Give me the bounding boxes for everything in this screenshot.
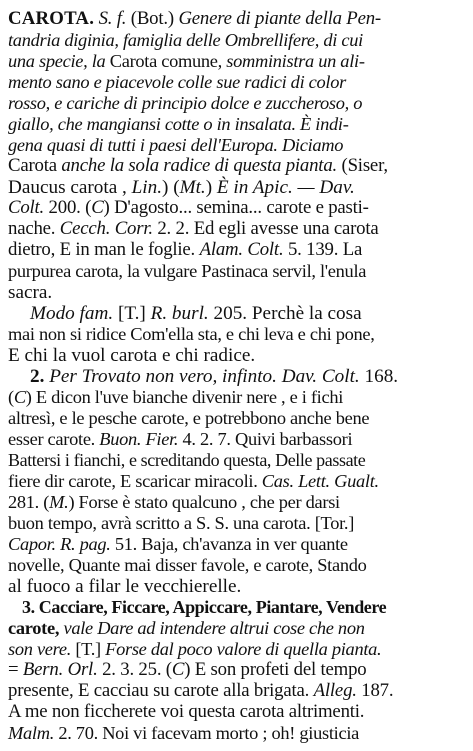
text-run: , somministra un ali-: [217, 51, 365, 71]
text-line: [8, 52, 365, 70]
text-run: [T.]: [71, 639, 106, 659]
text-line: [8, 472, 379, 490]
text-run: Mt.: [179, 177, 206, 198]
text-line: [8, 703, 364, 722]
text-run: Alam. Colt.: [199, 239, 284, 260]
text-run: Colt.: [8, 197, 45, 218]
text-line: [8, 220, 379, 239]
text-line: [8, 31, 363, 49]
text-run: son vere.: [8, 639, 72, 659]
text-run: una specie, la: [8, 51, 110, 71]
text-run: anche la sola radice di questa pianta.: [61, 155, 338, 176]
text-line: [8, 73, 346, 91]
text-line: [8, 640, 381, 658]
text-line: [30, 304, 362, 323]
text-run: ): [205, 177, 217, 198]
text-run: 200. (: [44, 197, 92, 218]
text-run: 187.: [356, 680, 394, 701]
text-run: Forse dal poco valore di quella pianta.: [105, 639, 382, 659]
text-run: C: [171, 659, 185, 680]
text-run: Lin.: [131, 177, 163, 198]
text-run: Genere di piante della Pen-: [178, 8, 381, 29]
text-line: [8, 451, 365, 469]
text-run: 51. Baja, ch'avanza in ver quante: [110, 534, 348, 554]
text-run: 5. 139. La: [283, 239, 363, 260]
text-run: Alleg.: [313, 680, 357, 701]
text-run: E chi la vuol carota e chi radice.: [8, 345, 256, 366]
text-run: È in Apic. — Dav.: [216, 177, 355, 198]
text-run: Daucus carota ,: [8, 177, 132, 198]
text-run: novelle, Quante mai disser favole, e carote, Stando: [8, 555, 367, 575]
text-run: ) D'agosto... semina... carote e pasti-: [103, 197, 369, 218]
text-run: (: [8, 387, 14, 407]
text-run: Malm.: [8, 723, 55, 743]
text-run: ) E dicon l'uve bianche divenir nere , e i fichi: [25, 387, 344, 407]
text-line: [8, 409, 369, 427]
text-run: sacra.: [8, 282, 53, 303]
text-run: Buon. Fier.: [99, 429, 179, 449]
text-line: [8, 682, 393, 701]
text-run: [T.]: [113, 303, 151, 324]
text-run: esser carote.: [8, 429, 100, 449]
text-line: [8, 10, 381, 29]
text-line: [8, 724, 359, 742]
text-run: ) E son profeti del tempo: [184, 659, 367, 680]
text-run: S. f.: [98, 8, 127, 29]
text-line: [30, 367, 398, 386]
text-line: [8, 136, 343, 154]
text-run: 2. 2. Ed egli avesse una carota: [152, 218, 379, 239]
text-line: [8, 556, 367, 574]
text-line: [8, 577, 241, 596]
text-run: al fuoco a filar le vecchierelle.: [8, 576, 242, 597]
text-run: gena quasi di tutti i paesi dell'Europa. Diciamo: [8, 135, 344, 155]
text-run: 281. (: [8, 492, 50, 512]
text-run: altresì, e le pesche carote, e potrebbono anche bene: [8, 408, 370, 428]
text-run: 3. Cacciare, Ficcare, Appiccare, Piantare, Vendere: [22, 597, 387, 617]
text-run: M.: [49, 492, 69, 512]
text-run: C: [91, 197, 104, 218]
text-run: 2. 3. 25. (: [97, 659, 172, 680]
text-run: Cas. Lett. Gualt.: [261, 471, 379, 491]
text-run: C: [13, 387, 26, 407]
text-run: Capor. R. pag.: [8, 534, 111, 554]
text-run: ) (: [162, 177, 180, 198]
text-run: presente, E cacciau su carote alla brigata.: [8, 680, 314, 701]
text-run: 2.: [30, 366, 50, 387]
text-run: buon tempo, avrà scritto a S. S. una carota. [Tor.]: [8, 513, 355, 533]
text-line: [8, 199, 369, 218]
text-line: [8, 115, 349, 133]
text-run: carote,: [8, 618, 60, 638]
text-line: [8, 262, 366, 280]
text-line: [8, 241, 362, 260]
text-run: (Siser,: [337, 155, 388, 176]
text-run: Per Trovato non vero, infinto. Dav. Colt.: [49, 366, 360, 387]
text-line: [8, 514, 354, 532]
text-run: vale Dare ad intendere altrui cose che non: [59, 618, 365, 638]
text-run: Modo fam.: [30, 303, 114, 324]
text-run: fiere dir carote, E scaricar miracoli.: [8, 471, 262, 491]
text-run: rosso, e cariche di principio dolce e zuccheroso, o: [8, 93, 363, 113]
text-run: 4. 2. 7. Quivi barbassori: [178, 429, 353, 449]
text-run: dietro, E in man le foglie.: [8, 239, 200, 260]
text-run: tandria diginia, famiglia delle Ombrellifere, di cui: [8, 30, 363, 50]
text-run: (Bot.): [126, 8, 179, 29]
text-line: [8, 661, 366, 680]
text-line: [8, 388, 343, 406]
text-line: [8, 325, 375, 343]
text-run: CAROTA.: [8, 8, 95, 29]
text-run: Carota comune: [109, 51, 218, 71]
text-run: Battersi i fianchi, e screditando questa, Delle passate: [8, 450, 366, 470]
text-run: 168.: [359, 366, 399, 387]
text-line: [8, 178, 355, 197]
text-run: mai non si ridice Com'ella sta, e chi leva e chi pone,: [8, 324, 375, 344]
text-run: giallo, che mangiansi cotte o in insalata. È indi-: [8, 114, 349, 134]
text-line: [8, 430, 352, 448]
text-run: purpurea carota, la vulgare Pastinaca servil, l'enula: [8, 261, 367, 281]
text-run: A me non ficcherete voi questa carota altrimenti.: [8, 701, 365, 722]
text-run: nache.: [8, 218, 60, 239]
text-line: [8, 94, 362, 112]
text-run: Cecch. Corr.: [59, 218, 153, 239]
text-run: mento sano e piacevole colle sue radici di color: [8, 72, 346, 92]
text-run: 205. Perchè la cosa: [208, 303, 362, 324]
text-run: ) Forse è stato qualcuno , che per darsi: [68, 492, 340, 512]
text-line: [8, 535, 348, 553]
text-run: R. burl.: [150, 303, 209, 324]
text-run: =: [8, 659, 23, 680]
text-line: [8, 283, 52, 302]
text-run: Bern. Orl.: [22, 659, 98, 680]
text-line: [8, 346, 255, 365]
text-line: [22, 598, 386, 616]
text-run: 2. 70. Noi vi facevam morto ; oh! giusticia: [54, 723, 360, 743]
text-run: Carota: [8, 155, 62, 176]
text-line: [8, 619, 365, 637]
text-line: [8, 157, 388, 176]
text-line: [8, 493, 340, 511]
